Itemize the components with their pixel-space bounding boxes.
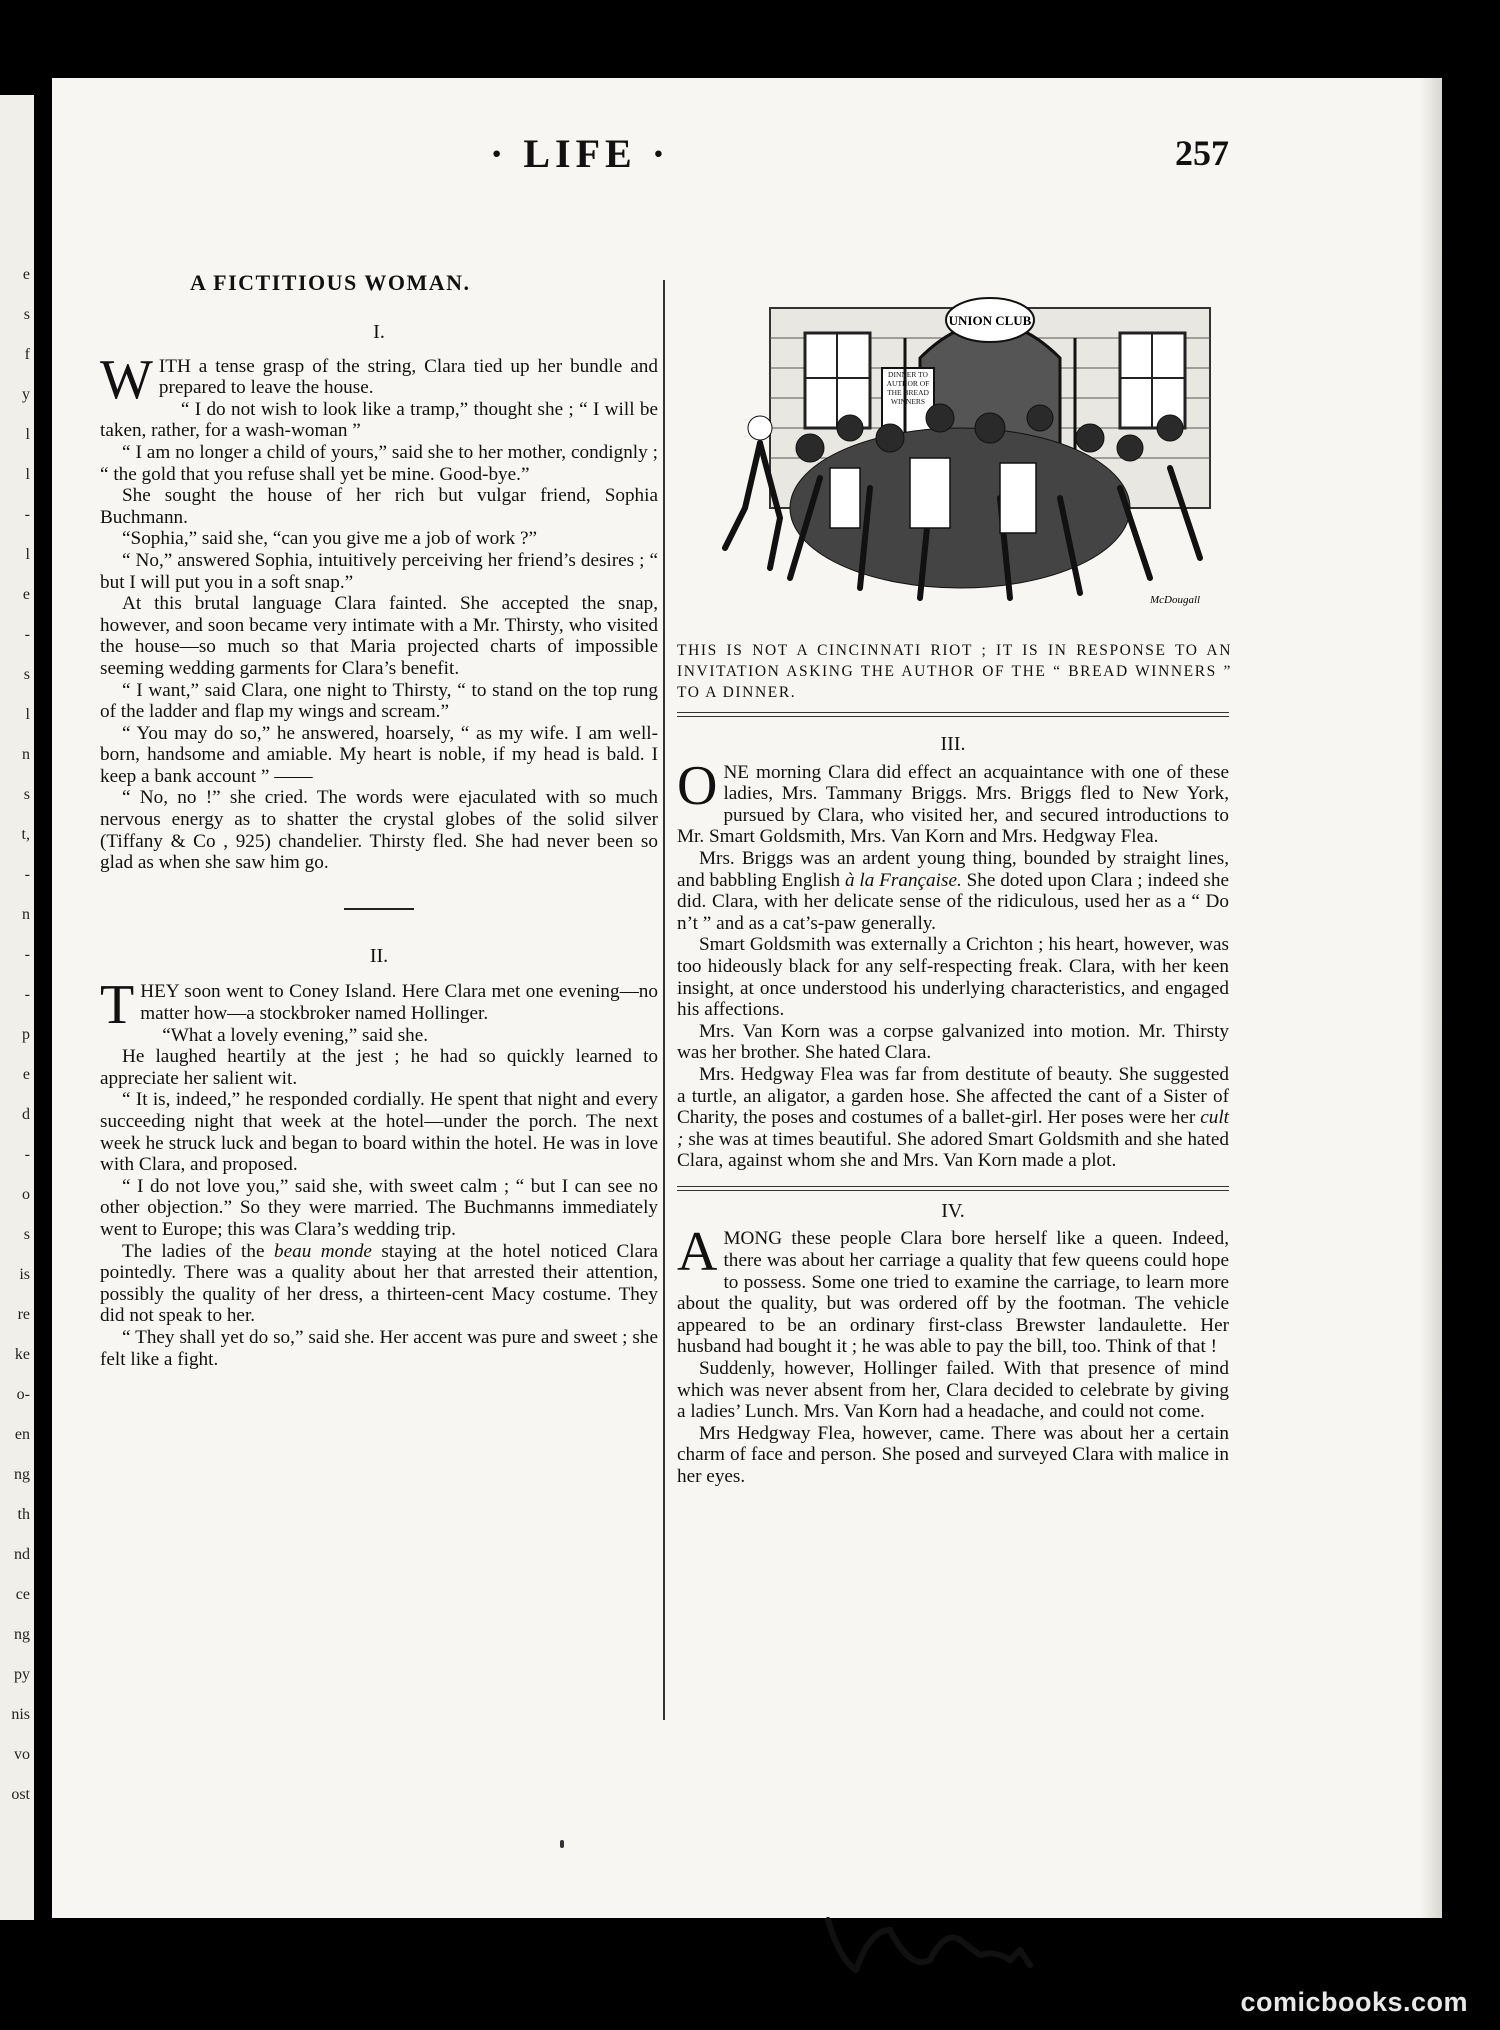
watermark: comicbooks.com bbox=[1240, 1987, 1468, 2017]
ink-speck bbox=[560, 1840, 564, 1848]
paragraph-text: “ I do not wish to look like a tramp,” thought she ; “ I will be taken, rather, for a wash-woman ” bbox=[100, 398, 658, 442]
facing-page-fragment: vo bbox=[14, 1746, 30, 1763]
facing-page-fragment: l bbox=[25, 706, 30, 723]
story-title: A FICTITIOUS WOMAN. bbox=[190, 270, 471, 295]
paragraph-text: Mrs. Van Korn was a corpse galvanized into motion. Mr. Thirsty was her brother. She hated Clara. bbox=[677, 1020, 1229, 1064]
facing-page-fragment: f bbox=[24, 346, 30, 363]
facing-page-fragment: - bbox=[24, 506, 30, 523]
drop-cap: T bbox=[100, 974, 135, 1037]
paragraph bbox=[677, 1423, 1229, 1488]
paragraph bbox=[100, 723, 658, 788]
facing-page-fragment: e bbox=[22, 266, 30, 283]
paragraph-text: “Sophia,” said she, “can you give me a job of work ?” bbox=[122, 528, 538, 550]
club-sign-text: UNION CLUB bbox=[948, 313, 1032, 328]
paragraph bbox=[100, 442, 658, 485]
facing-page-fragment: s bbox=[23, 1226, 30, 1243]
facing-page-edge bbox=[0, 95, 34, 1920]
paragraph-text: HEY soon went to Coney Island. Here Clara met one evening—no matter how—a stockbroker named Hollinger. bbox=[140, 981, 658, 1025]
drop-cap: A bbox=[677, 1221, 718, 1284]
facing-page-fragment: ost bbox=[11, 1786, 30, 1803]
italic-phrase: à la Française. bbox=[844, 869, 962, 891]
paragraph bbox=[677, 1221, 1229, 1358]
facing-page-fragment: s bbox=[23, 786, 30, 803]
paragraph-text: NE morning Clara did effect an acquaintance with one of these ladies, Mrs. Tammany Briggs. Mrs. Briggs fled to New York, pursued by Clara, who visited her, and secured introductions to Mr. Smart Goldsmith, Mrs. Van Korn and Mrs. Hedgway Flea. bbox=[677, 761, 1229, 848]
right-column bbox=[677, 734, 1229, 1488]
facing-page-fragment: l bbox=[25, 546, 30, 563]
paragraph bbox=[100, 787, 658, 873]
facing-page-fragment: o- bbox=[16, 1386, 30, 1403]
paragraph bbox=[100, 1046, 658, 1089]
drop-cap: W bbox=[100, 348, 153, 411]
paragraph bbox=[677, 1064, 1229, 1172]
facing-page-fragment: y bbox=[22, 386, 30, 403]
facing-page-fragment: s bbox=[23, 306, 30, 323]
section-rule bbox=[677, 1186, 1229, 1187]
facing-page-fragment: - bbox=[24, 986, 30, 1003]
paragraph bbox=[100, 1025, 658, 1047]
facing-page-fragment: - bbox=[24, 1146, 30, 1163]
paragraph bbox=[100, 593, 658, 679]
paragraph-text: Smart Goldsmith was externally a Crichton ; his heart, however, was too hideously black for any self-respecting freak. Clara, with her keen insight, at once understood his underlying characteristics, and engaged his affections. bbox=[677, 934, 1229, 1021]
paragraph bbox=[100, 1176, 658, 1241]
facing-page-fragment: - bbox=[24, 866, 30, 883]
paragraph-text: Mrs. Briggs was an ardent young thing, bounded by straight lines, and babbling English bbox=[677, 847, 1229, 891]
section-heading: IV. bbox=[941, 1199, 965, 1222]
facing-page-fragment: nis bbox=[11, 1706, 30, 1723]
paragraph-text: She doted upon Clara ; indeed she did. Clara, with her delicate sense of the ridiculous, used her as a “ Do n’t ” and as a cat’s-paw generally. bbox=[677, 869, 1229, 934]
paragraph bbox=[100, 680, 658, 723]
facing-page-fragment: o bbox=[22, 1186, 30, 1203]
facing-page-fragment: l bbox=[25, 426, 30, 443]
paragraph bbox=[677, 1358, 1229, 1423]
facing-page-fragment: p bbox=[22, 1026, 30, 1043]
section-four-body bbox=[677, 1221, 1229, 1487]
paragraph bbox=[100, 485, 658, 528]
facing-page-fragment: en bbox=[14, 1426, 30, 1443]
facing-page-fragment: is bbox=[19, 1266, 30, 1283]
facing-page-fragment: n bbox=[22, 906, 30, 923]
paragraph bbox=[100, 550, 658, 593]
facing-page-fragment: n bbox=[22, 746, 30, 763]
caption-rule bbox=[677, 716, 1229, 717]
paragraph-text: she was at times beautiful. She adored Smart Goldsmith and she hated Clara, against whom she and Mrs. Van Korn made a plot. bbox=[677, 1128, 1229, 1172]
italic-phrase: cult ; bbox=[677, 1107, 1229, 1150]
facing-page-fragment: d bbox=[22, 1106, 30, 1123]
paragraph-text: “ They shall yet do so,” said she. Her accent was pure and sweet ; she felt like a fight. bbox=[100, 1326, 658, 1370]
left-column bbox=[100, 262, 658, 1370]
paragraph-text: “ You may do so,” he answered, hoarsely, “ as my wife. I am well-born, handsome and amiable. My heart is noble, if my head is bald. I keep a bank account ” —— bbox=[100, 722, 658, 787]
facing-page-fragment: e bbox=[22, 1066, 30, 1083]
paragraph bbox=[100, 348, 658, 411]
masthead: · LIFE · bbox=[490, 131, 671, 176]
paragraph bbox=[677, 934, 1229, 1020]
drop-cap: O bbox=[677, 754, 718, 817]
paragraph-text: “ I do not love you,” said she, with sweet calm ; “ but I can see no other objection.” So they were married. The Buchmanns immediately went to Europe; this was Clara’s wedding trip. bbox=[100, 1175, 658, 1240]
dinner-placard-text: DINNER TO AUTHOR OF THE BREAD WINNERS bbox=[886, 370, 930, 406]
italic-phrase: beau monde bbox=[273, 1240, 372, 1262]
section-two-body bbox=[100, 974, 659, 1370]
section-one-body bbox=[100, 348, 658, 874]
paragraph-text: “ I want,” said Clara, one night to Thirsty, “ to stand on the top rung of the ladder and flap my wings and scream.” bbox=[100, 679, 658, 723]
facing-page-fragment: - bbox=[24, 626, 30, 643]
section-heading: II. bbox=[369, 944, 389, 967]
paragraph-text: The ladies of the bbox=[122, 1240, 274, 1262]
facing-page-fragment: ke bbox=[14, 1346, 30, 1363]
caption-rule bbox=[677, 712, 1229, 713]
paragraph-text: “ No, no !” she cried. The words were ejaculated with so much nervous energy as to shatter the crystal globes of the solid silver (Tiffany & Co , 925) chandelier. Thirsty fled. She had never been so glad as when she saw him go. bbox=[100, 787, 658, 874]
illustration-caption: THIS IS NOT A CINCINNATI RIOT ; IT IS IN RESPONSE TO AN INVITATION ASKING THE AUTHOR OF THE “ BREAD WINNERS ” TO A DINNER. bbox=[677, 642, 1232, 701]
facing-page-fragment: ce bbox=[15, 1586, 30, 1603]
handwritten-mark bbox=[820, 1900, 1080, 1990]
facing-page-fragment: nd bbox=[14, 1546, 30, 1563]
paragraph bbox=[100, 1327, 658, 1370]
page-edge-shadow bbox=[1420, 78, 1442, 1918]
section-heading: III. bbox=[940, 733, 966, 755]
paragraph-text: staying at the hotel noticed Clara pointedly. There was a quality about her that arrested their attention, possibly the quality of her dress, a thirteen-cent Macy costume. They did not speak to her. bbox=[100, 1240, 659, 1327]
paragraph-text: “ I am no longer a child of yours,” said she to her mother, condignly ; “ the gold that you refuse shall yet be mine. Good-bye.” bbox=[100, 441, 658, 485]
paragraph-text: He laughed heartily at the jest ; he had so quickly learned to appreciate her salient wit. bbox=[100, 1046, 658, 1089]
page-number: 257 bbox=[1175, 133, 1229, 173]
paragraph-text: At this brutal language Clara fainted. She accepted the snap, however, and soon became very intimate with a Mr. Thirsty, who visited the house—so much so that Maria projected charts of impossible seeming wedding garments for Clara’s benefit. bbox=[100, 593, 658, 679]
paragraph-text: “What a lovely evening,” said she. bbox=[162, 1024, 429, 1046]
artist-signature: McDougall bbox=[1150, 594, 1201, 606]
paragraph-text: “ It is, indeed,” he responded cordially. He spent that night and every succeeding night that week at the hotel—under the porch. The next week he struck luck and began to board within the hotel. He was in love with Clara, and proposed. bbox=[100, 1089, 658, 1176]
facing-page-fragment: e bbox=[22, 586, 30, 603]
facing-page-fragment: t, bbox=[21, 826, 30, 843]
facing-page-fragment: s bbox=[23, 666, 30, 683]
facing-page-fragment: ng bbox=[14, 1626, 30, 1643]
paragraph-text: “ No,” answered Sophia, intuitively perceiving her friend’s desires ; “ but I will put you in a soft snap.” bbox=[100, 549, 658, 593]
facing-page-fragment: - bbox=[24, 946, 30, 963]
paragraph-text: She sought the house of her rich but vulgar friend, Sophia Buchmann. bbox=[100, 485, 658, 528]
paragraph bbox=[677, 1021, 1229, 1064]
paragraph-text: MONG these people Clara bore herself like a queen. Indeed, there was about her carriage a quality that few queens could hope to possess. Some one tried to examine the carriage, to learn more about the quality, but was ordered off by the footman. The vehicle appeared to be an ordinary first-class Brewster landaulette. Her husband had bought it ; he was able to pay the bill, too. Think of that ! bbox=[677, 1228, 1229, 1358]
paragraph bbox=[100, 1089, 658, 1175]
facing-page-fragment: ng bbox=[14, 1466, 30, 1483]
paragraph bbox=[100, 1241, 658, 1327]
paragraph-text: Mrs. Hedgway Flea was far from destitute of beauty. She suggested a turtle, an aligator, a garden hose. She affected the cant of a Sister of Charity, the poses and costumes of a ballet-girl. Her poses were her bbox=[677, 1063, 1229, 1129]
paragraph bbox=[677, 848, 1229, 934]
paragraph bbox=[677, 754, 1229, 848]
section-three-body bbox=[677, 754, 1229, 1172]
facing-page-fragment: th bbox=[17, 1506, 30, 1523]
crowd-illustration bbox=[700, 278, 1230, 628]
column-divider bbox=[663, 280, 665, 1720]
facing-page-fragment: re bbox=[17, 1306, 30, 1323]
section-heading: I. bbox=[373, 321, 385, 343]
paragraph-text: Suddenly, however, Hollinger failed. With that presence of mind which was never absent from her, Clara decided to celebrate by giving a ladies’ Lunch. Mrs. Van Korn had a headache, and could not come. bbox=[677, 1358, 1229, 1423]
facing-page-fragment: l bbox=[25, 466, 30, 483]
paragraph-text: Mrs Hedgway Flea, however, came. There was about her a certain charm of face and person. She posed and surveyed Clara with malice in her eyes. bbox=[677, 1422, 1229, 1487]
facing-page-fragment: py bbox=[14, 1666, 30, 1683]
paragraph bbox=[100, 399, 658, 442]
paragraph bbox=[100, 528, 658, 550]
paragraph-text: ITH a tense grasp of the string, Clara tied up her bundle and prepared to leave the house. bbox=[158, 355, 658, 399]
